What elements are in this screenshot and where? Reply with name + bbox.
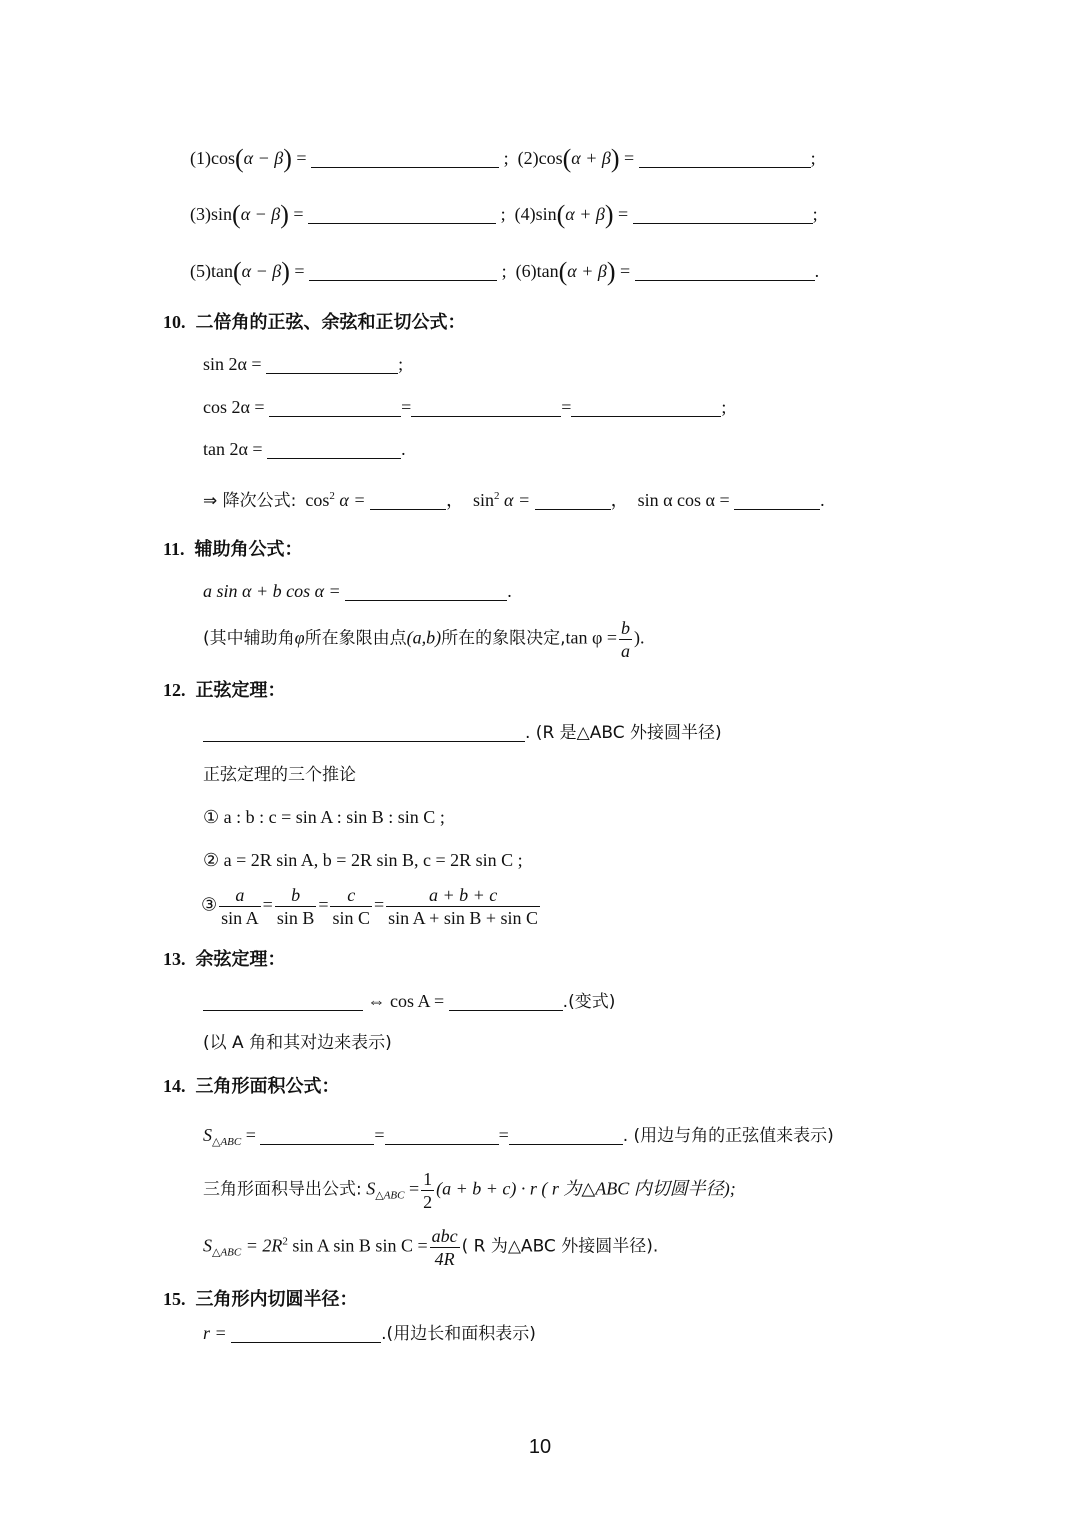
- sincos-label: sin α cos α =: [637, 490, 730, 510]
- numerator: c: [347, 885, 356, 905]
- section-number: 12.: [163, 680, 186, 700]
- note-post: 所在的象限决定,: [441, 628, 566, 649]
- section-13-heading: [163, 947, 286, 972]
- mark: ③: [201, 894, 218, 915]
- section-title: 正弦定理：: [195, 680, 286, 701]
- note-pre: (其中辅助角: [203, 628, 295, 649]
- label-3: (3): [190, 204, 211, 224]
- fraction: [330, 884, 372, 929]
- numerator: a: [235, 885, 245, 905]
- numerator: 1: [423, 1169, 433, 1189]
- tan2-label: tan 2α =: [203, 439, 263, 459]
- derived-label: 三角形面积导出公式:: [203, 1179, 362, 1200]
- cosine-note: (以 A 角和其对边来表示): [203, 1033, 392, 1053]
- s-sub: △ABC: [212, 1136, 242, 1148]
- aux-angle-line: a sin α + b cos α = .: [203, 581, 512, 601]
- answer-blank[interactable]: [308, 205, 496, 224]
- sep: ;: [501, 261, 507, 281]
- alpha-eq: α =: [339, 490, 366, 510]
- cos2-line: cos 2α = = = ;: [203, 397, 727, 417]
- line3-note: ( R 为△ABC 外接圆半径).: [461, 1236, 659, 1257]
- answer-blank[interactable]: [269, 398, 401, 417]
- arg: α + β: [571, 148, 611, 168]
- sep: .: [814, 261, 820, 281]
- section-number: 14.: [163, 1076, 186, 1096]
- derived-expr: (a + b + c) · r ( r 为△ABC 内切圆半径);: [436, 1178, 736, 1199]
- cos-label: cos: [305, 490, 330, 510]
- sin-label: sin: [473, 490, 495, 510]
- area-circumradius-line: $S_{\triangle ABC} = 2R^2$ sin A sin B sin C = $\frac{\text{abc}}{4R}$ ( R 为△ABC 外接圆半径).: [203, 1226, 659, 1269]
- answer-blank[interactable]: [370, 491, 446, 510]
- sep: ;: [810, 148, 816, 168]
- aux-expr: a sin α + b cos α =: [203, 581, 341, 601]
- answer-blank[interactable]: [345, 582, 507, 601]
- answer-blank[interactable]: [267, 440, 401, 459]
- func-cos: cos: [211, 148, 235, 168]
- func-sin: sin: [535, 204, 557, 224]
- denominator: sin C: [332, 908, 370, 928]
- arg: α − β: [240, 204, 281, 224]
- sin2-line: sin 2α = ;: [203, 354, 404, 374]
- answer-blank[interactable]: [635, 262, 815, 281]
- answer-blank[interactable]: [411, 398, 561, 417]
- reduce-line: ⇒ 降次公式: $\cos^2 \alpha$ = ， $\sin^2 \alpha$ = ， sin α cos α = .: [203, 490, 825, 511]
- answer-blank[interactable]: [535, 491, 611, 510]
- fraction: [219, 884, 261, 929]
- answer-blank[interactable]: [639, 149, 811, 168]
- s-sub: △ABC: [212, 1246, 242, 1259]
- label-2: (2): [517, 148, 539, 168]
- fraction-half: [421, 1168, 434, 1213]
- s-sub: △ABC: [375, 1189, 405, 1202]
- section-title: 二倍角的正弦、余弦和正切公式：: [195, 312, 466, 333]
- section-15-heading: [163, 1287, 358, 1312]
- phi: φ: [294, 627, 305, 648]
- area-note: . (用边与角的正弦值来表示): [622, 1126, 834, 1146]
- answer-blank[interactable]: [385, 1126, 499, 1145]
- s-label: S: [203, 1125, 212, 1145]
- denominator: 4R: [430, 1247, 460, 1270]
- numerator: a + b + c: [428, 885, 498, 905]
- formula-row-1: (1)cos(α − β) = ; (2)cos(α + β) = ;: [190, 144, 816, 173]
- formula-row-3: (5)tan(α − β) = ; (6)tan(α + β) = .: [190, 257, 820, 286]
- answer-blank[interactable]: [734, 491, 820, 510]
- s-label: S: [366, 1178, 376, 1199]
- answer-blank[interactable]: [633, 205, 813, 224]
- numerator: abc: [431, 1226, 458, 1246]
- close: ).: [634, 627, 645, 648]
- answer-blank[interactable]: [266, 355, 398, 374]
- cos2-label: cos 2α =: [203, 397, 265, 417]
- corollary-title: 正弦定理的三个推论: [203, 765, 356, 785]
- label-4: (4): [514, 204, 536, 224]
- answer-blank[interactable]: [260, 1126, 374, 1145]
- s-label: S: [203, 1235, 212, 1256]
- section-10-heading: [163, 310, 466, 335]
- sep: ;: [812, 204, 818, 224]
- sine-law-note: . (R 是△ABC 外接圆半径): [525, 723, 722, 743]
- answer-blank[interactable]: [509, 1126, 623, 1145]
- denominator: sin B: [276, 908, 315, 928]
- corollary-1: ① a : b : c = sin A : sin B : sin C ;: [203, 807, 445, 827]
- section-number: 15.: [163, 1289, 186, 1309]
- section-title: 余弦定理：: [195, 949, 286, 970]
- cosine-law-line: [203, 989, 615, 1014]
- alpha-eq: α =: [504, 490, 531, 510]
- answer-blank[interactable]: [311, 149, 499, 168]
- denominator: 2: [423, 1192, 433, 1212]
- equiv: ⇔ cos A =: [367, 991, 445, 1011]
- denominator: sin A + sin B + sin C: [388, 908, 539, 928]
- fraction-abc: [430, 1225, 460, 1270]
- label-5: (5): [190, 261, 211, 281]
- arg: α + β: [567, 261, 607, 281]
- sine-law-line: [203, 720, 722, 745]
- aux-note: [203, 617, 645, 662]
- func-cos: cos: [538, 148, 563, 168]
- inradius-note: .(用边长和面积表示): [381, 1324, 536, 1344]
- func-sin: sin: [211, 204, 233, 224]
- section-number: 13.: [163, 949, 186, 969]
- answer-blank[interactable]: [231, 1324, 381, 1343]
- exp: 2: [494, 490, 500, 502]
- tan-phi: tan φ =: [565, 627, 618, 648]
- exp: 2: [329, 490, 335, 502]
- fraction-b-over-a: [619, 617, 632, 662]
- answer-blank[interactable]: [449, 992, 563, 1011]
- section-title: 辅助角公式：: [194, 539, 303, 560]
- r-eq: r =: [203, 1323, 227, 1343]
- numerator: b: [291, 885, 301, 905]
- arg: α − β: [241, 261, 282, 281]
- arg: α + β: [565, 204, 605, 224]
- denominator: a: [621, 641, 631, 661]
- arg: α − β: [243, 148, 284, 168]
- sep: ;: [503, 148, 509, 168]
- section-number: 10.: [163, 312, 186, 332]
- answer-blank[interactable]: [309, 262, 497, 281]
- corollary-2: ② a = 2R sin A, b = 2R sin B, c = 2R sin C ;: [203, 850, 523, 870]
- section-number: 11.: [163, 539, 185, 559]
- numerator: b: [621, 618, 631, 638]
- answer-blank[interactable]: [571, 398, 721, 417]
- func-tan: tan: [211, 261, 233, 281]
- sin2-label: sin 2α =: [203, 354, 262, 374]
- note-mid: 所在象限由点: [304, 628, 407, 649]
- fraction: [386, 884, 540, 929]
- fraction: [275, 884, 317, 929]
- inradius-line: [203, 1321, 536, 1346]
- label-6: (6): [515, 261, 537, 281]
- answer-blank[interactable]: [203, 723, 525, 742]
- section-title: 三角形内切圆半径：: [195, 1289, 358, 1310]
- line3-a: = 2R: [245, 1235, 283, 1256]
- answer-blank[interactable]: [203, 992, 363, 1011]
- corollary-3: ③ $\frac{a}{\text{sin A}}$ = $\frac{b}{\text{sin B}}$ = $\frac{c}{\text{sin C}}$ = $\frac{a + b + c}{\text{sin A + sin B + sin C}}$: [201, 885, 539, 928]
- func-tan: tan: [536, 261, 559, 281]
- page-number: 10: [528, 1436, 552, 1458]
- point: (a,b): [406, 627, 442, 648]
- reduce-label: ⇒ 降次公式:: [203, 491, 297, 511]
- derived-area-line: 三角形面积导出公式: $S_{\triangle ABC}$ = $\frac{1}{2}$ (a + b + c) · r ( r 为△ABC 内切圆半径);: [203, 1169, 736, 1212]
- section-12-heading: [163, 678, 286, 703]
- tan2-line: tan 2α = .: [203, 439, 406, 459]
- line3-b: sin A sin B sin C =: [292, 1235, 428, 1256]
- section-11-heading: [163, 537, 303, 562]
- denominator: sin A: [221, 908, 259, 928]
- section-14-heading: [163, 1074, 340, 1099]
- variant: .(变式): [562, 992, 616, 1012]
- area-line: $S_{\triangle ABC}$ = = = . (用边与角的正弦值来表示): [203, 1125, 834, 1148]
- section-title: 三角形面积公式：: [195, 1076, 340, 1097]
- formula-row-2: (3)sin(α − β) = ; (4)sin(α + β) = ;: [190, 200, 818, 229]
- sep: ;: [500, 204, 506, 224]
- label-1: (1): [190, 148, 211, 168]
